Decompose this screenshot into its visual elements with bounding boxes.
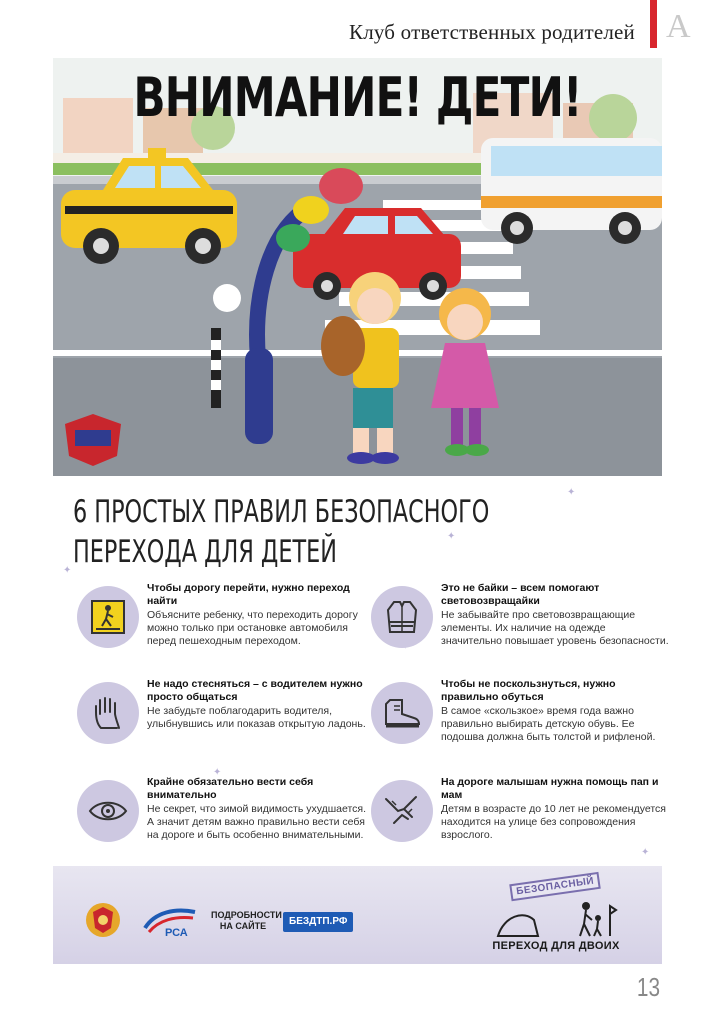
footer-band [53, 866, 662, 964]
rules-title-line-2: ПЕРЕХОДА ДЛЯ ДЕТЕЙ [73, 534, 337, 570]
hand-icon [77, 682, 139, 744]
decor-star: ✦ [63, 565, 72, 576]
adult-child-crossing-icon [494, 896, 618, 940]
campaign-logo [490, 876, 622, 956]
rule-heading: Чтобы не поскользнуться, нужно правильно обуться [441, 678, 616, 703]
reflective-jacket-icon [371, 586, 433, 648]
decor-star: ✦ [447, 531, 456, 542]
decor-star: ✦ [641, 847, 650, 858]
details-label: ПОДРОБНОСТИ НА САЙТЕ [211, 910, 282, 931]
rule-body: Объясните ребенку, что переходить дорогу можно только при остановке автомобиля перед пешеходным переходом. [147, 609, 358, 647]
decor-star: ✦ [213, 767, 222, 778]
club-title: Клуб ответственных родителей [349, 20, 635, 44]
rules-section [53, 476, 669, 866]
campaign-label: ПЕРЕХОД ДЛЯ ДВОИХ [492, 940, 620, 952]
rules-title-line-1: 6 ПРОСТЫХ ПРАВИЛ БЕЗОПАСНОГО [73, 494, 490, 530]
eye-icon [77, 780, 139, 842]
accent-bar [650, 0, 657, 48]
rule-body: Детям в возрасте до 10 лет не рекомендуется находится на улице без сопровождения взрослого. [441, 803, 666, 841]
holding-hands-icon [371, 780, 433, 842]
site-link[interactable]: БЕЗДТП.РФ [283, 912, 353, 932]
boot-icon [371, 682, 433, 744]
decor-star: ✦ [567, 487, 576, 498]
rule-heading: Чтобы дорогу перейти, нужно переход найти [147, 582, 350, 607]
rules-title [73, 492, 489, 572]
campaign-stamp: БЕЗОПАСНЫЙ [509, 872, 601, 901]
rule-heading: Крайне обязательно вести себя внимательно [147, 776, 314, 801]
rule-heading: Это не байки – всем помогают световозвращайки [441, 582, 600, 607]
rule-body: Не забывайте про световозвращающие элементы. Их наличие на одежде значительно повышает уровень безопасности. [441, 609, 669, 647]
rule-heading: На дороге малышам нужна помощь пап и мам [441, 776, 659, 801]
pedestrian-crossing-sign-icon [77, 586, 139, 648]
traffic-police-emblem-icon [85, 902, 121, 938]
rule-body: Не забудьте поблагодарить водителя, улыбнувшись или показав открытую ладонь. [147, 705, 366, 730]
svg-text:РСА: РСА [165, 927, 188, 938]
poster-title: ВНИМАНИЕ! ДЕТИ! [133, 66, 582, 129]
road-illustration [53, 58, 662, 476]
rule-body: Не секрет, что зимой видимость ухудшается. А значит детям важно правильно вести себя на дороге и быть особенно внимательными. [147, 803, 367, 841]
section-letter: А [666, 8, 691, 45]
rule-heading: Не надо стесняться – с водителем нужно просто общаться [147, 678, 363, 703]
rsa-logo-icon [141, 906, 199, 938]
page-number: 13 [636, 972, 661, 1002]
rule-body: В самое «скользкое» время года важно правильно выбирать детскую обувь. Ее подошва должна быть толстой и рифленой. [441, 705, 656, 743]
